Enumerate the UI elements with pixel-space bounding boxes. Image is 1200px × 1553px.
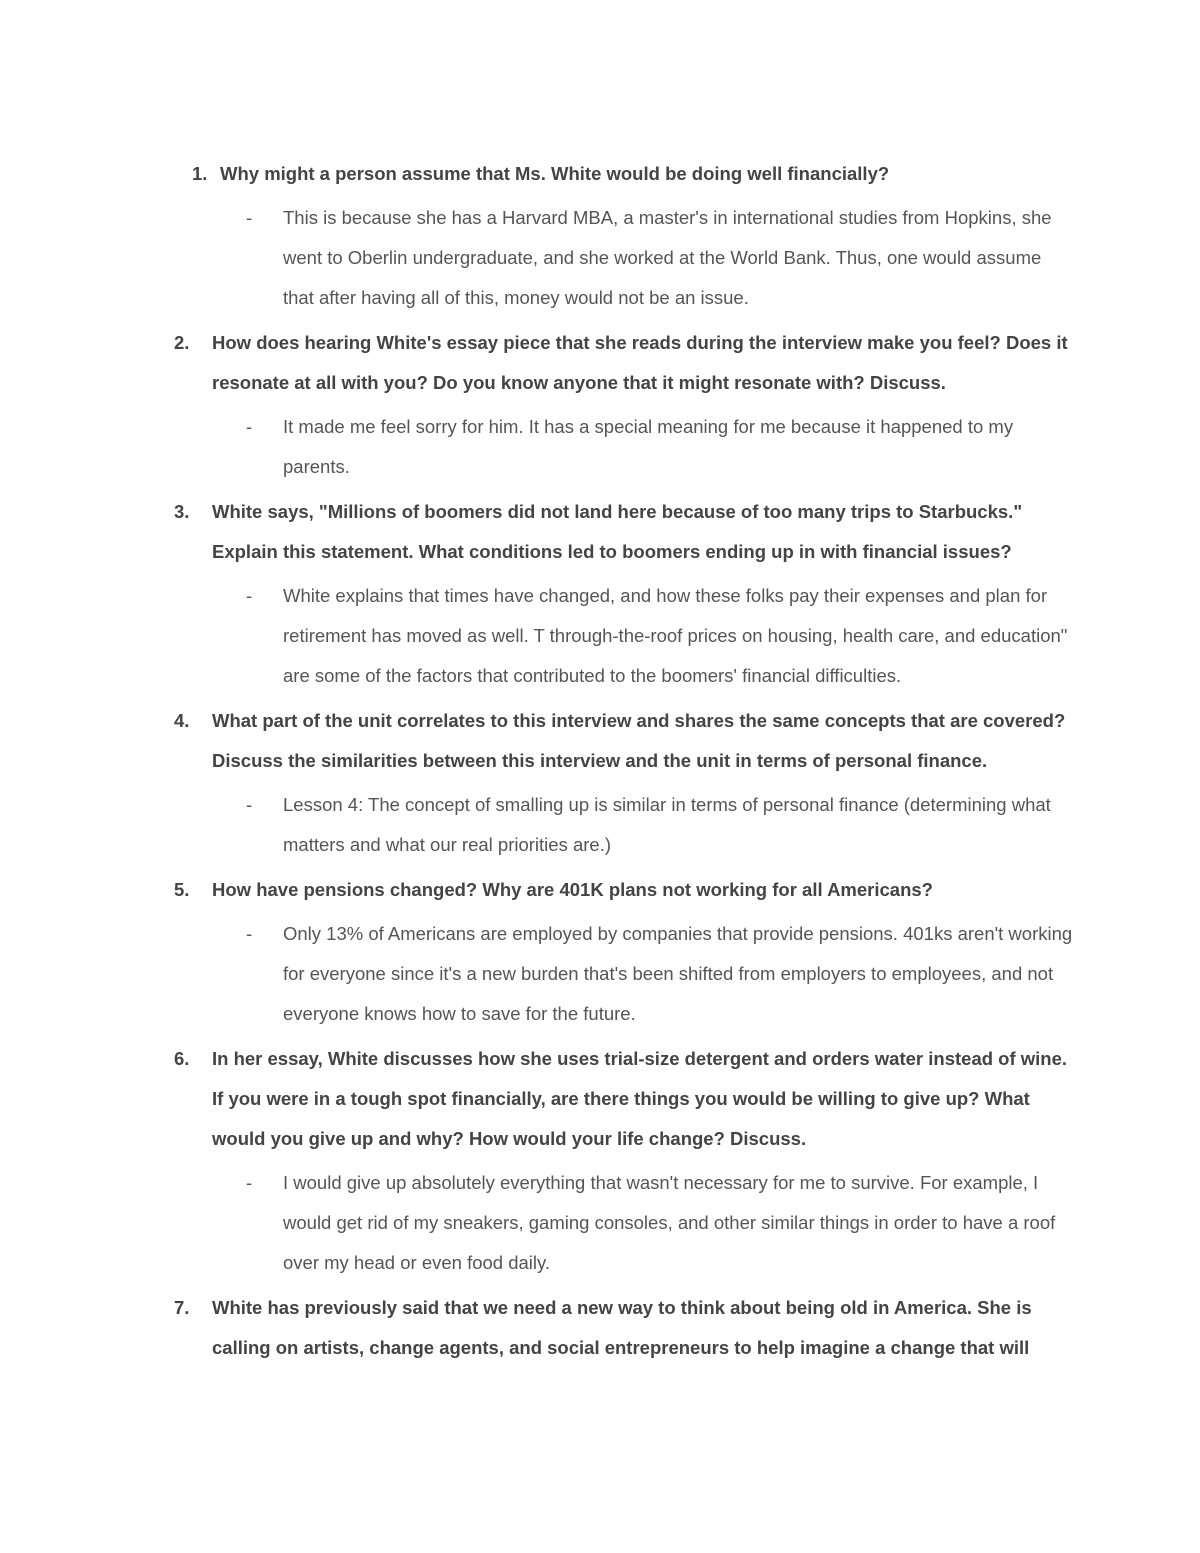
question [174,323,1072,403]
answer-text: White explains that times have changed, and how these folks pay their expenses and plan for retirement has moved as well. T through-the-roof prices on housing, health care, and education" are some of the factors that contributed to the boomers' financial difficulties. [283,585,1068,686]
answer [246,914,1073,1034]
bullet-dash: - [246,585,253,606]
question [174,492,1072,572]
question-number: 3. [174,501,190,522]
answer-text: Lesson 4: The concept of smalling up is similar in terms of personal finance (determining what matters and what our real priorities are.) [283,794,1051,855]
answer [246,785,1073,865]
qa-item-3 [0,492,1200,696]
question-text: What part of the unit correlates to this interview and shares the same concepts that are covered? Discuss the similarities between this interview and the unit in terms of personal finance. [212,710,1066,771]
question [174,701,1072,781]
question-number: 2. [174,332,190,353]
answer-text: I would give up absolutely everything that wasn't necessary for me to survive. For example, I would get rid of my sneakers, gaming consoles, and other similar things in order to have a roof over my head or even food daily. [283,1172,1056,1273]
question-number: 1. [192,163,208,184]
question [174,1288,1072,1368]
question-text: How have pensions changed? Why are 401K plans not working for all Americans? [212,879,933,900]
qa-item-5 [0,870,1200,1034]
question [174,870,1072,910]
bullet-dash: - [246,923,253,944]
qa-item-7 [0,1288,1200,1368]
answer-text: Only 13% of Americans are employed by companies that provide pensions. 401ks aren't working for everyone since it's a new burden that's been shifted from employers to employees, and not everyone knows how to save for the future. [283,923,1073,1024]
answer [246,1163,1073,1283]
question-number: 5. [174,879,190,900]
question-text: In her essay, White discusses how she uses trial-size detergent and orders water instead of wine. If you were in a tough spot financially, are there things you would be willing to give up? What would you give up and why? How would your life change? Discuss. [212,1048,1068,1149]
qa-item-4 [0,701,1200,865]
answer-text: This is because she has a Harvard MBA, a master's in international studies from Hopkins, she went to Oberlin undergraduate, and she worked at the World Bank. Thus, one would assume that after having all of this, money would not be an issue. [283,207,1052,308]
answer [246,407,1073,487]
qa-item-2 [0,323,1200,487]
bullet-dash: - [246,794,253,815]
bullet-dash: - [246,1172,253,1193]
question [192,154,1080,194]
qa-item-6 [0,1039,1200,1283]
question-number: 6. [174,1048,190,1069]
qa-item-1 [0,154,1200,318]
answer-text: It made me feel sorry for him. It has a special meaning for me because it happened to my parents. [283,416,1014,477]
question [174,1039,1072,1159]
question-text: White says, "Millions of boomers did not land here because of too many trips to Starbucks." Explain this statement. What conditions led to boomers ending up in with financial issues? [212,501,1023,562]
question-text: How does hearing White's essay piece that she reads during the interview make you feel? Does it resonate at all with you? Do you know anyone that it might resonate with? Discuss. [212,332,1068,393]
question-text: Why might a person assume that Ms. White would be doing well financially? [220,163,890,184]
bullet-dash: - [246,416,253,437]
question-number: 7. [174,1297,190,1318]
answer [246,576,1073,696]
question-number: 4. [174,710,190,731]
bullet-dash: - [246,207,253,228]
answer [246,198,1073,318]
question-text: White has previously said that we need a new way to think about being old in America. She is calling on artists, change agents, and social entrepreneurs to help imagine a change that will [212,1297,1032,1358]
